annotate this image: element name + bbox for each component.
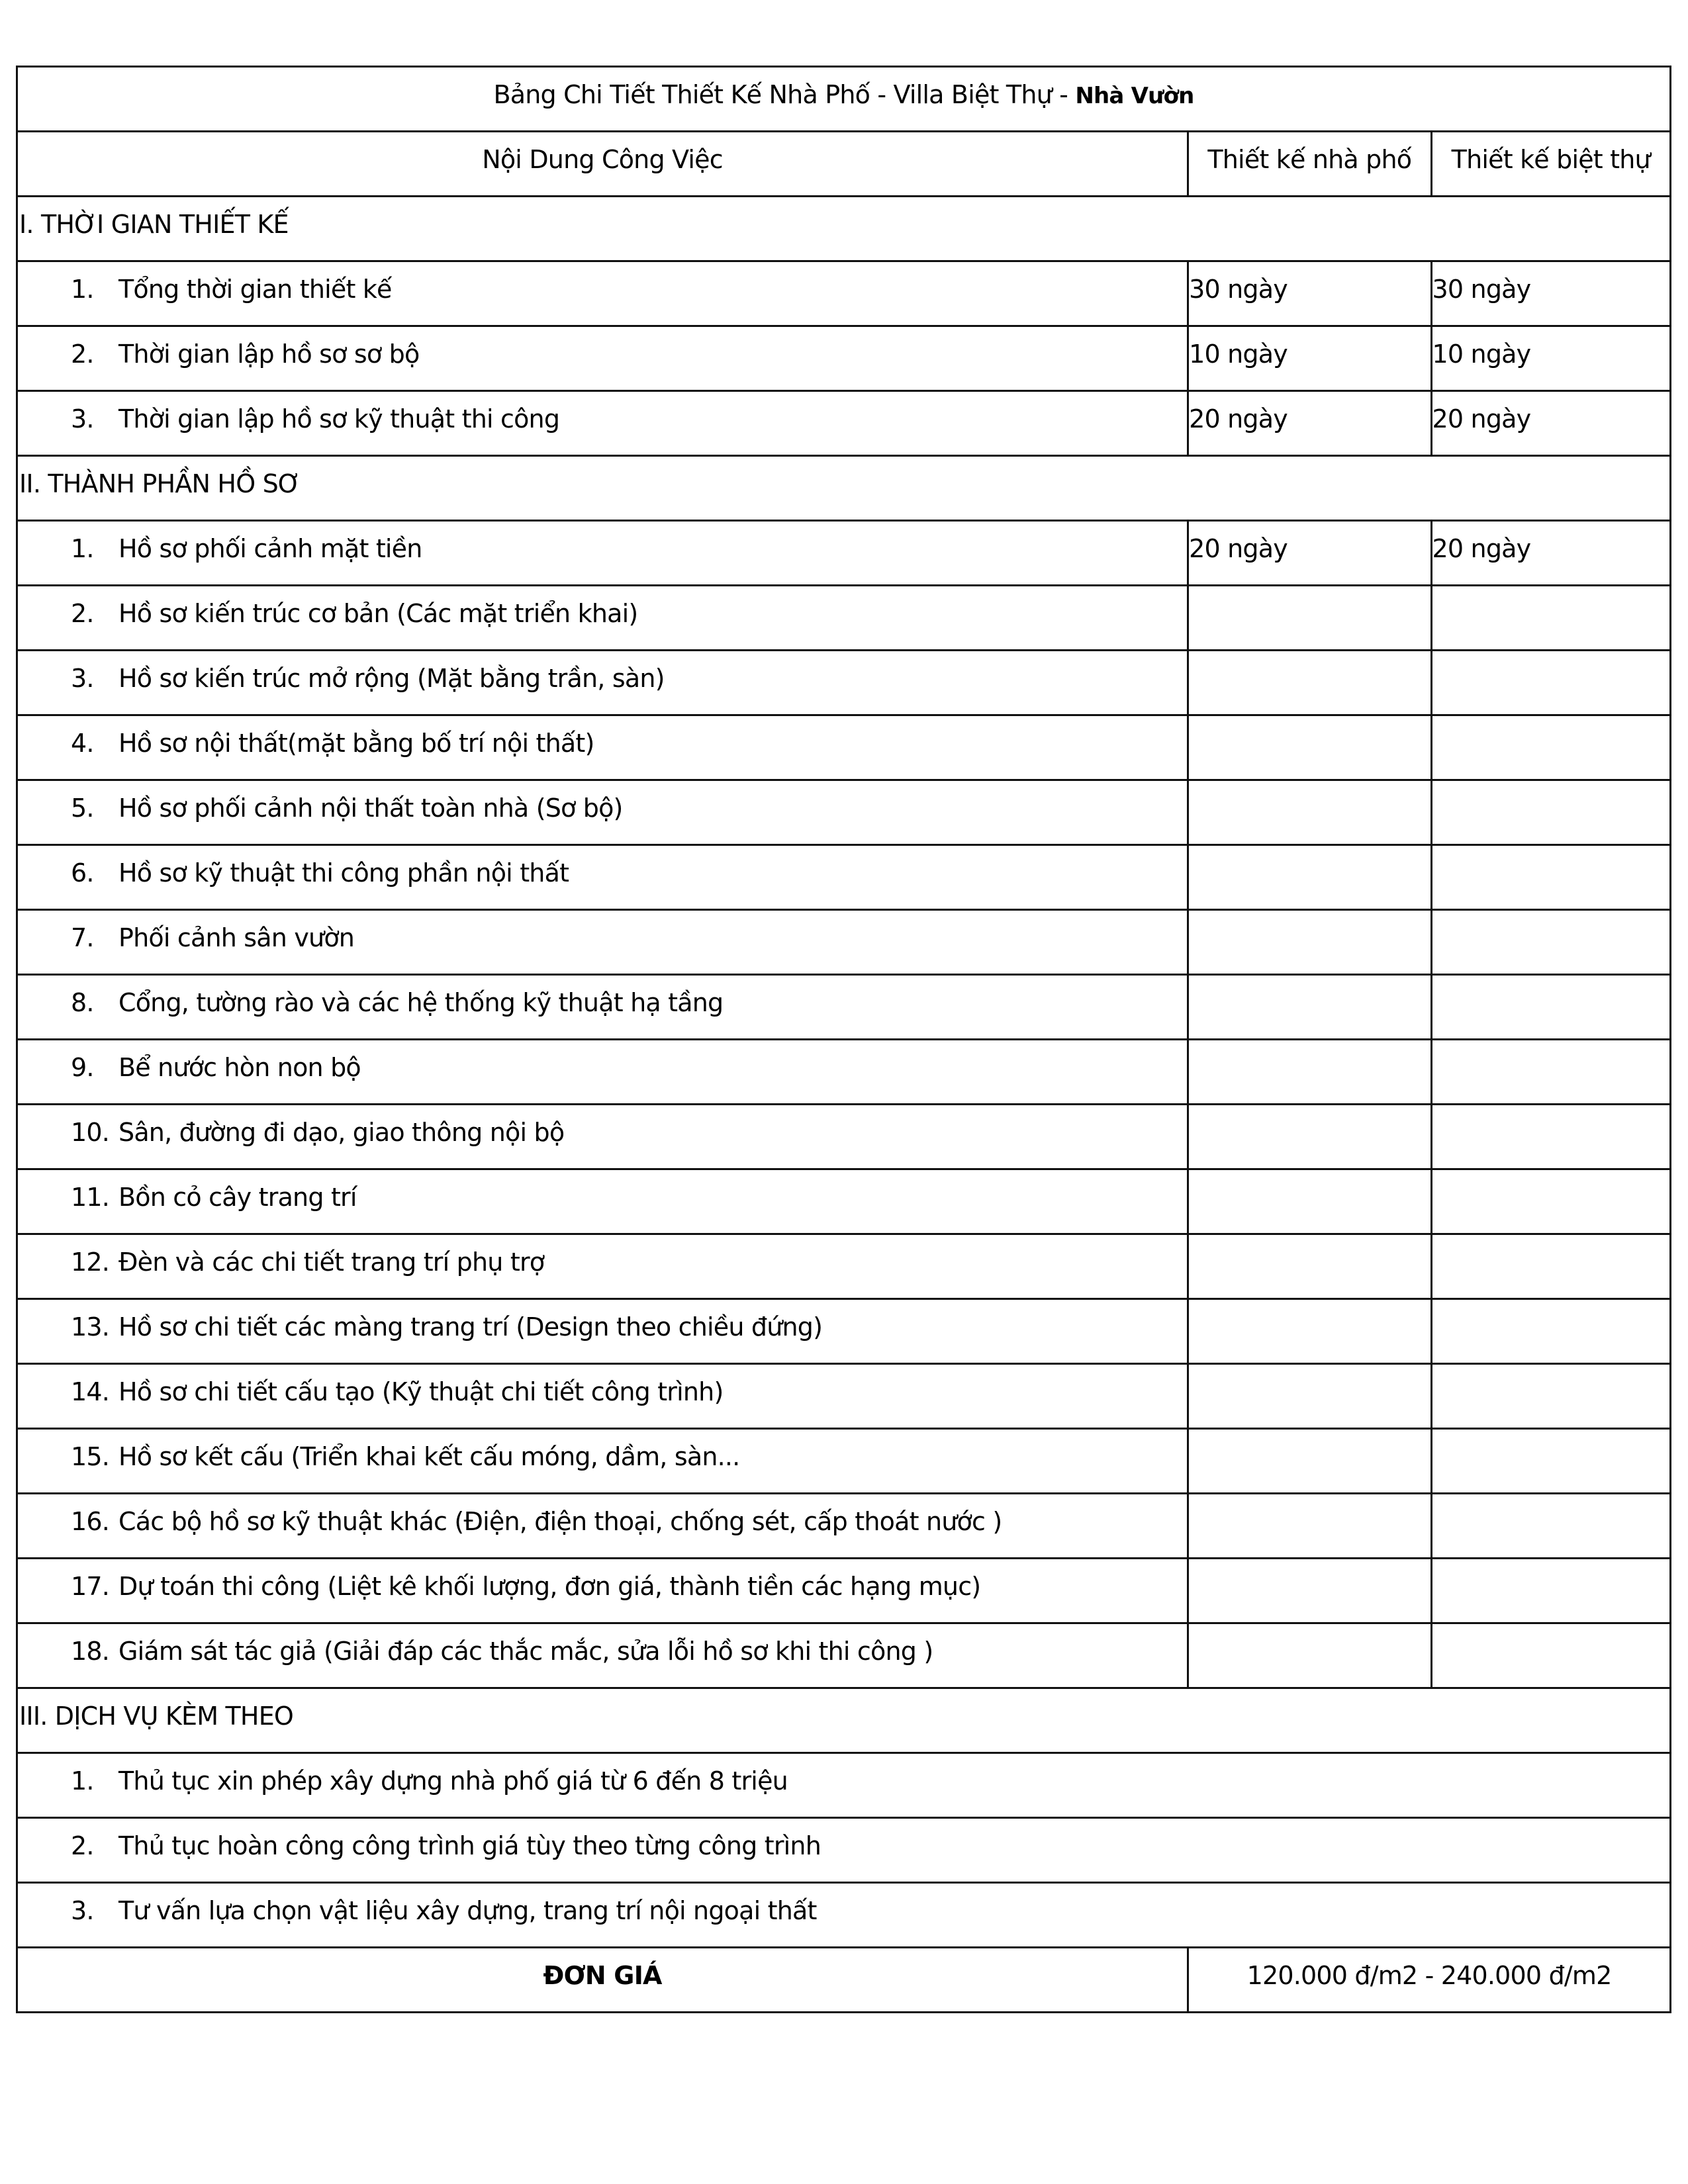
table-row: [17, 910, 1671, 975]
villa-cell: 20 ngày: [1431, 521, 1670, 586]
table-title-row: [17, 67, 1671, 132]
villa-cell: [1431, 715, 1670, 780]
townhouse-cell: [1188, 1364, 1431, 1429]
item-label-cell: 2. Hồ sơ kiến trúc cơ bản (Các mặt triển khai): [17, 586, 1188, 651]
service-item-cell: 3. Tư vấn lựa chọn vật liệu xây dựng, trang trí nội ngoại thất: [17, 1883, 1671, 1948]
table-row: [17, 261, 1671, 326]
item-label-cell: 16. Các bộ hồ sơ kỹ thuật khác (Điện, điện thoại, chống sét, cấp thoát nước ): [17, 1494, 1188, 1559]
villa-cell: [1431, 1169, 1670, 1234]
item-label-cell: 4. Hồ sơ nội thất(mặt bằng bố trí nội thất): [17, 715, 1188, 780]
section-title: I. THỜI GIAN THIẾT KẾ: [17, 197, 1671, 261]
item-label-cell: 6. Hồ sơ kỹ thuật thi công phần nội thất: [17, 845, 1188, 910]
villa-cell: [1431, 1105, 1670, 1169]
villa-cell: [1431, 1234, 1670, 1299]
item-label-cell: 14. Hồ sơ chi tiết cấu tạo (Kỹ thuật chi tiết công trình): [17, 1364, 1188, 1429]
villa-cell: [1431, 975, 1670, 1040]
villa-cell: [1431, 845, 1670, 910]
townhouse-cell: [1188, 1494, 1431, 1559]
villa-cell: [1431, 1559, 1670, 1623]
townhouse-cell: 10 ngày: [1188, 326, 1431, 391]
table-row: [17, 1105, 1671, 1169]
table-row: [17, 391, 1671, 456]
item-label-cell: 1. Hồ sơ phối cảnh mặt tiền: [17, 521, 1188, 586]
item-label-cell: 1. Tổng thời gian thiết kế: [17, 261, 1188, 326]
townhouse-cell: 20 ngày: [1188, 391, 1431, 456]
item-label-cell: 17. Dự toán thi công (Liệt kê khối lượng, đơn giá, thành tiền các hạng mục): [17, 1559, 1188, 1623]
table-row: [17, 1623, 1671, 1688]
item-label-cell: 5. Hồ sơ phối cảnh nội thất toàn nhà (Sơ bộ): [17, 780, 1188, 845]
villa-cell: [1431, 651, 1670, 715]
table-row: [17, 1169, 1671, 1234]
item-label-cell: 7. Phối cảnh sân vườn: [17, 910, 1188, 975]
section-row: [17, 197, 1671, 261]
villa-cell: [1431, 910, 1670, 975]
price-row: [17, 1948, 1671, 2013]
section-title: III. DỊCH VỤ KÈM THEO: [17, 1688, 1671, 1753]
villa-cell: [1431, 1429, 1670, 1494]
townhouse-cell: [1188, 1040, 1431, 1105]
section-row: [17, 1688, 1671, 1753]
item-label-cell: 15. Hồ sơ kết cấu (Triển khai kết cấu móng, dầm, sàn...: [17, 1429, 1188, 1494]
villa-cell: [1431, 1299, 1670, 1364]
townhouse-cell: [1188, 1234, 1431, 1299]
table-row: [17, 1429, 1671, 1494]
item-label-cell: 2. Thời gian lập hồ sơ sơ bộ: [17, 326, 1188, 391]
table-row: [17, 651, 1671, 715]
header-townhouse: Thiết kế nhà phố: [1188, 132, 1431, 197]
header-content: Nội Dung Công Việc: [17, 132, 1188, 197]
item-label-cell: 3. Thời gian lập hồ sơ kỹ thuật thi công: [17, 391, 1188, 456]
price-label: ĐƠN GIÁ: [17, 1948, 1188, 2013]
price-value: 120.000 đ/m2 - 240.000 đ/m2: [1188, 1948, 1671, 2013]
table-title-main: Bảng Chi Tiết Thiết Kế Nhà Phố - Villa Biệt Thự -: [493, 80, 1076, 109]
villa-cell: [1431, 1623, 1670, 1688]
item-label-cell: 10. Sân, đường đi dạo, giao thông nội bộ: [17, 1105, 1188, 1169]
item-label-cell: 9. Bể nước hòn non bộ: [17, 1040, 1188, 1105]
villa-cell: [1431, 1040, 1670, 1105]
item-label-cell: 8. Cổng, tường rào và các hệ thống kỹ thuật hạ tầng: [17, 975, 1188, 1040]
townhouse-cell: [1188, 1559, 1431, 1623]
item-label-cell: 3. Hồ sơ kiến trúc mở rộng (Mặt bằng trần, sàn): [17, 651, 1188, 715]
table-row: [17, 1818, 1671, 1883]
table-row: [17, 1364, 1671, 1429]
townhouse-cell: 20 ngày: [1188, 521, 1431, 586]
table-row: [17, 1299, 1671, 1364]
table-row: [17, 521, 1671, 586]
table-row: [17, 715, 1671, 780]
villa-cell: [1431, 586, 1670, 651]
villa-cell: [1431, 1364, 1670, 1429]
table-title: [17, 67, 1671, 132]
design-pricing-table: [16, 66, 1671, 2013]
header-villa: Thiết kế biệt thự: [1431, 132, 1670, 197]
service-item-cell: 1. Thủ tục xin phép xây dựng nhà phố giá từ 6 đến 8 triệu: [17, 1753, 1671, 1818]
townhouse-cell: [1188, 1169, 1431, 1234]
table-row: [17, 1040, 1671, 1105]
table-row: [17, 780, 1671, 845]
table-row: [17, 975, 1671, 1040]
section-row: [17, 456, 1671, 521]
item-label-cell: 12. Đèn và các chi tiết trang trí phụ trợ: [17, 1234, 1188, 1299]
townhouse-cell: [1188, 1429, 1431, 1494]
villa-cell: 30 ngày: [1431, 261, 1670, 326]
townhouse-cell: [1188, 780, 1431, 845]
townhouse-cell: [1188, 1623, 1431, 1688]
item-label-cell: 18. Giám sát tác giả (Giải đáp các thắc mắc, sửa lỗi hồ sơ khi thi công ): [17, 1623, 1188, 1688]
table-row: [17, 1234, 1671, 1299]
villa-cell: 20 ngày: [1431, 391, 1670, 456]
townhouse-cell: [1188, 910, 1431, 975]
villa-cell: [1431, 780, 1670, 845]
table-row: [17, 1559, 1671, 1623]
villa-cell: [1431, 1494, 1670, 1559]
item-label-cell: 13. Hồ sơ chi tiết các màng trang trí (Design theo chiều đứng): [17, 1299, 1188, 1364]
table-header-row: [17, 132, 1671, 197]
item-label-cell: 11. Bồn cỏ cây trang trí: [17, 1169, 1188, 1234]
townhouse-cell: [1188, 651, 1431, 715]
service-item-cell: 2. Thủ tục hoàn công công trình giá tùy theo từng công trình: [17, 1818, 1671, 1883]
table-row: [17, 845, 1671, 910]
townhouse-cell: [1188, 1105, 1431, 1169]
townhouse-cell: [1188, 715, 1431, 780]
townhouse-cell: [1188, 1299, 1431, 1364]
townhouse-cell: 30 ngày: [1188, 261, 1431, 326]
section-title: II. THÀNH PHẦN HỒ SƠ: [17, 456, 1671, 521]
table-row: [17, 1494, 1671, 1559]
townhouse-cell: [1188, 845, 1431, 910]
table-row: [17, 1753, 1671, 1818]
townhouse-cell: [1188, 586, 1431, 651]
table-row: [17, 326, 1671, 391]
table-row: [17, 586, 1671, 651]
table-title-bold: Nhà Vườn: [1075, 83, 1194, 109]
table-row: [17, 1883, 1671, 1948]
townhouse-cell: [1188, 975, 1431, 1040]
villa-cell: 10 ngày: [1431, 326, 1670, 391]
